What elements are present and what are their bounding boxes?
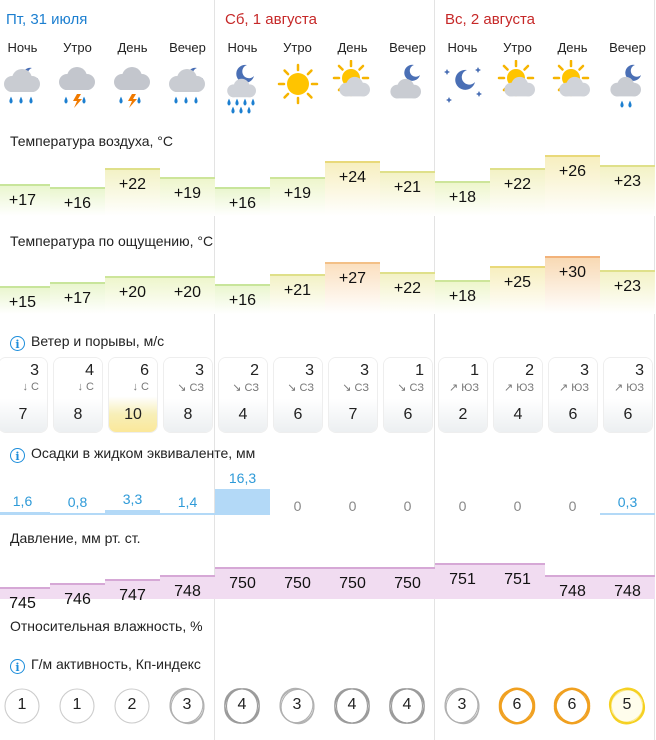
wind-arrow-icon: ↘ xyxy=(287,382,297,394)
wind-label-text: Ветер и порывы, м/с xyxy=(31,333,165,349)
feels-like-value: +23 xyxy=(613,278,642,295)
geomag-label[interactable] xyxy=(10,656,201,674)
wind-direction xyxy=(549,381,597,394)
day-header-sun[interactable]: Вс, 2 августа xyxy=(445,11,536,28)
geomag-index-value: 2 xyxy=(127,696,137,713)
wind-direction xyxy=(109,381,157,393)
feels-like-value: +30 xyxy=(558,264,587,281)
day-header-fri[interactable]: Пт, 31 июля xyxy=(6,11,88,28)
temperature-value: +17 xyxy=(8,192,37,209)
wind-card[interactable] xyxy=(164,358,212,432)
wind-card[interactable] xyxy=(439,358,487,432)
geomag-index-badge xyxy=(331,685,373,727)
wind-gust: 8 xyxy=(183,406,193,423)
feels-like-value: +27 xyxy=(338,270,367,287)
wind-speed: 3 xyxy=(30,362,39,379)
pressure-value: 750 xyxy=(284,575,311,592)
wind-direction xyxy=(0,381,47,393)
wind-arrow-icon: ↗ xyxy=(613,382,624,394)
wind-direction-text: ЮЗ xyxy=(461,382,479,394)
geomag-index-value: 5 xyxy=(622,696,632,713)
precip-label-text: Осадки в жидком эквиваленте, мм xyxy=(31,445,256,461)
temperature-value: +22 xyxy=(503,176,532,193)
temperature-value: +23 xyxy=(613,173,642,190)
wind-direction xyxy=(54,381,102,393)
temperature-value: +24 xyxy=(338,169,367,186)
feels-like-value: +16 xyxy=(228,292,257,309)
geomag-index-badge xyxy=(606,685,648,727)
pressure-value: 745 xyxy=(9,595,36,612)
wind-gust: 10 xyxy=(124,406,142,423)
geomag-index-value: 1 xyxy=(17,696,27,713)
precip-value: 0 xyxy=(403,498,412,514)
wind-card[interactable] xyxy=(604,358,652,432)
geomag-index-badge xyxy=(221,685,263,727)
geomag-index-value: 6 xyxy=(567,696,577,713)
time-of-day-label: Вечер xyxy=(169,40,206,55)
time-of-day-label: Вечер xyxy=(389,40,426,55)
pressure-value: 751 xyxy=(504,571,531,588)
wind-direction xyxy=(494,381,542,394)
wind-card[interactable] xyxy=(54,358,102,432)
pressure-value: 750 xyxy=(229,575,256,592)
feels-like-value: +21 xyxy=(283,282,312,299)
geomag-index-value: 1 xyxy=(72,696,82,713)
precip-bar xyxy=(0,512,50,515)
precip-value: 3,3 xyxy=(122,491,143,507)
temperature-label xyxy=(10,133,173,149)
geomag-index-value: 4 xyxy=(237,696,247,713)
wind-gust: 2 xyxy=(458,406,468,423)
geomag-index-value: 6 xyxy=(512,696,522,713)
feels-like-value: +17 xyxy=(63,290,92,307)
wind-direction xyxy=(164,381,212,394)
sun-cloud-icon xyxy=(490,60,545,118)
pressure-value: 750 xyxy=(339,575,366,592)
wind-card[interactable] xyxy=(494,358,542,432)
wind-speed: 3 xyxy=(195,362,204,379)
geomag-index-value: 3 xyxy=(457,696,467,713)
wind-arrow-icon: ↗ xyxy=(503,382,514,394)
precip-bar xyxy=(160,513,215,515)
wind-direction xyxy=(329,381,377,394)
moon-cloud-icon xyxy=(380,60,435,118)
moon-cloud-rain-icon xyxy=(600,60,655,118)
wind-arrow-icon: ↓ xyxy=(132,381,138,393)
humidity-label-text: Относительная влажность, % xyxy=(10,618,203,634)
wind-direction-text: СЗ xyxy=(189,382,204,394)
cloud-night-rain-icon xyxy=(0,60,50,118)
temperature-value: +18 xyxy=(448,189,477,206)
wind-speed: 2 xyxy=(250,362,259,379)
wind-card[interactable] xyxy=(109,358,157,432)
pressure-label xyxy=(10,530,140,546)
precip-value: 1,6 xyxy=(12,493,33,509)
wind-label[interactable] xyxy=(10,333,164,351)
wind-card[interactable] xyxy=(549,358,597,432)
temperature-label-text: Температура воздуха, °C xyxy=(10,133,173,149)
time-of-day-label: День xyxy=(337,40,368,55)
wind-direction-text: СЗ xyxy=(299,382,314,394)
wind-arrow-icon: ↓ xyxy=(77,381,83,393)
wind-direction-text: СЗ xyxy=(244,382,259,394)
wind-arrow-icon: ↘ xyxy=(177,382,187,394)
wind-gust: 6 xyxy=(293,406,303,423)
geomag-index-badge xyxy=(1,685,43,727)
geomag-index-badge xyxy=(551,685,593,727)
pressure-value: 751 xyxy=(449,571,476,588)
pressure-value: 747 xyxy=(119,587,146,604)
feels-like-value: +20 xyxy=(173,284,202,301)
wind-direction xyxy=(604,381,652,394)
cloud-thunder-rain-icon xyxy=(105,60,160,118)
humidity-label xyxy=(10,618,203,634)
time-of-day-label: Ночь xyxy=(447,40,478,55)
time-of-day-label: Вечер xyxy=(609,40,646,55)
wind-direction-text: ЮЗ xyxy=(571,382,589,394)
info-icon[interactable]: i xyxy=(10,448,25,463)
geomag-index-badge xyxy=(496,685,538,727)
geomag-index-value: 3 xyxy=(182,696,192,713)
feels-like-value: +15 xyxy=(8,294,37,311)
night-heavy-rain-icon xyxy=(215,60,270,118)
wind-speed: 1 xyxy=(415,362,424,379)
pressure-value: 750 xyxy=(394,575,421,592)
wind-speed: 2 xyxy=(525,362,534,379)
wind-card[interactable] xyxy=(274,358,322,432)
precip-value: 1,4 xyxy=(177,494,198,510)
wind-gust: 7 xyxy=(348,406,358,423)
wind-card[interactable] xyxy=(329,358,377,432)
wind-arrow-icon: ↘ xyxy=(342,382,352,394)
wind-arrow-icon: ↘ xyxy=(397,382,407,394)
wind-gust: 6 xyxy=(623,406,633,423)
wind-card[interactable] xyxy=(384,358,432,432)
precip-bar xyxy=(215,489,270,515)
wind-arrow-icon: ↗ xyxy=(558,382,569,394)
wind-direction-text: ЮЗ xyxy=(516,382,534,394)
wind-direction xyxy=(274,381,322,394)
wind-direction-text: С xyxy=(31,381,39,393)
wind-arrow-icon: ↘ xyxy=(232,382,242,394)
wind-speed: 3 xyxy=(635,362,644,379)
pressure-value: 748 xyxy=(559,583,586,600)
wind-arrow-icon: ↓ xyxy=(22,381,28,393)
wind-direction-text: ЮЗ xyxy=(626,382,644,394)
geomag-index-badge xyxy=(111,685,153,727)
feels-like-value: +20 xyxy=(118,284,147,301)
time-of-day-label: День xyxy=(557,40,588,55)
precip-bar xyxy=(105,510,160,515)
temperature-value: +19 xyxy=(173,185,202,202)
geomag-index-badge xyxy=(441,685,483,727)
cloud-thunder-rain-icon xyxy=(50,60,105,118)
wind-gust: 4 xyxy=(238,406,248,423)
precip-value: 0 xyxy=(348,498,357,514)
wind-direction-text: С xyxy=(86,381,94,393)
time-of-day-label: Утро xyxy=(63,40,92,55)
wind-speed: 4 xyxy=(85,362,94,379)
wind-direction xyxy=(219,381,267,394)
wind-direction xyxy=(439,381,487,394)
info-icon[interactable]: i xyxy=(10,659,25,674)
precip-label[interactable] xyxy=(10,445,255,463)
info-icon[interactable]: i xyxy=(10,336,25,351)
sun-cloud-icon xyxy=(325,60,380,118)
day-header-sat[interactable]: Сб, 1 августа xyxy=(225,11,317,28)
wind-speed: 1 xyxy=(470,362,479,379)
precip-value: 0 xyxy=(513,498,522,514)
moon-stars-icon xyxy=(435,60,490,118)
time-of-day-label: Ночь xyxy=(227,40,258,55)
feels-like-label-text: Температура по ощущению, °C xyxy=(10,233,214,249)
precip-value: 0 xyxy=(568,498,577,514)
sun-icon xyxy=(270,60,325,118)
feels-like-label xyxy=(10,233,213,249)
wind-speed: 6 xyxy=(140,362,149,379)
feels-like-value: +22 xyxy=(393,280,422,297)
time-of-day-label: День xyxy=(117,40,148,55)
sun-cloud-icon xyxy=(545,60,600,118)
time-of-day-label: Ночь xyxy=(7,40,38,55)
wind-direction xyxy=(384,381,432,394)
geomag-index-value: 4 xyxy=(402,696,412,713)
wind-direction-text: С xyxy=(141,381,149,393)
wind-direction-text: СЗ xyxy=(409,382,424,394)
wind-speed: 3 xyxy=(580,362,589,379)
precip-value: 0,8 xyxy=(67,494,88,510)
wind-card[interactable] xyxy=(0,358,47,432)
geomag-index-badge xyxy=(276,685,318,727)
wind-arrow-icon: ↗ xyxy=(448,382,459,394)
wind-gust: 6 xyxy=(568,406,578,423)
pressure-label-text: Давление, мм рт. ст. xyxy=(10,530,141,546)
wind-speed: 3 xyxy=(305,362,314,379)
geomag-index-badge xyxy=(56,685,98,727)
geomag-index-badge xyxy=(386,685,428,727)
temperature-value: +19 xyxy=(283,185,312,202)
wind-card[interactable] xyxy=(219,358,267,432)
precip-value: 0 xyxy=(293,498,302,514)
pressure-value: 748 xyxy=(174,583,201,600)
feels-like-value: +25 xyxy=(503,274,532,291)
geomag-index-value: 3 xyxy=(292,696,302,713)
wind-direction-text: СЗ xyxy=(354,382,369,394)
precip-value: 0 xyxy=(458,498,467,514)
precip-value: 0,3 xyxy=(617,494,638,510)
wind-speed: 3 xyxy=(360,362,369,379)
time-of-day-label: Утро xyxy=(503,40,532,55)
feels-like-value: +18 xyxy=(448,288,477,305)
temperature-value: +16 xyxy=(228,195,257,212)
temperature-value: +21 xyxy=(393,179,422,196)
precip-bar xyxy=(50,513,105,515)
geomag-index-value: 4 xyxy=(347,696,357,713)
time-of-day-label: Утро xyxy=(283,40,312,55)
temperature-value: +22 xyxy=(118,176,147,193)
pressure-value: 746 xyxy=(64,591,91,608)
geomag-index-badge xyxy=(166,685,208,727)
wind-gust: 6 xyxy=(403,406,413,423)
wind-gust: 8 xyxy=(73,406,83,423)
temperature-value: +16 xyxy=(63,195,92,212)
wind-gust: 4 xyxy=(513,406,523,423)
temperature-value: +26 xyxy=(558,163,587,180)
precip-bar xyxy=(600,513,655,515)
geomag-label-text: Г/м активность, Кп-индекс xyxy=(31,656,201,672)
precip-value: 16,3 xyxy=(228,470,257,486)
wind-gust: 7 xyxy=(18,406,28,423)
cloud-night-rain-icon xyxy=(160,60,215,118)
pressure-value: 748 xyxy=(614,583,641,600)
